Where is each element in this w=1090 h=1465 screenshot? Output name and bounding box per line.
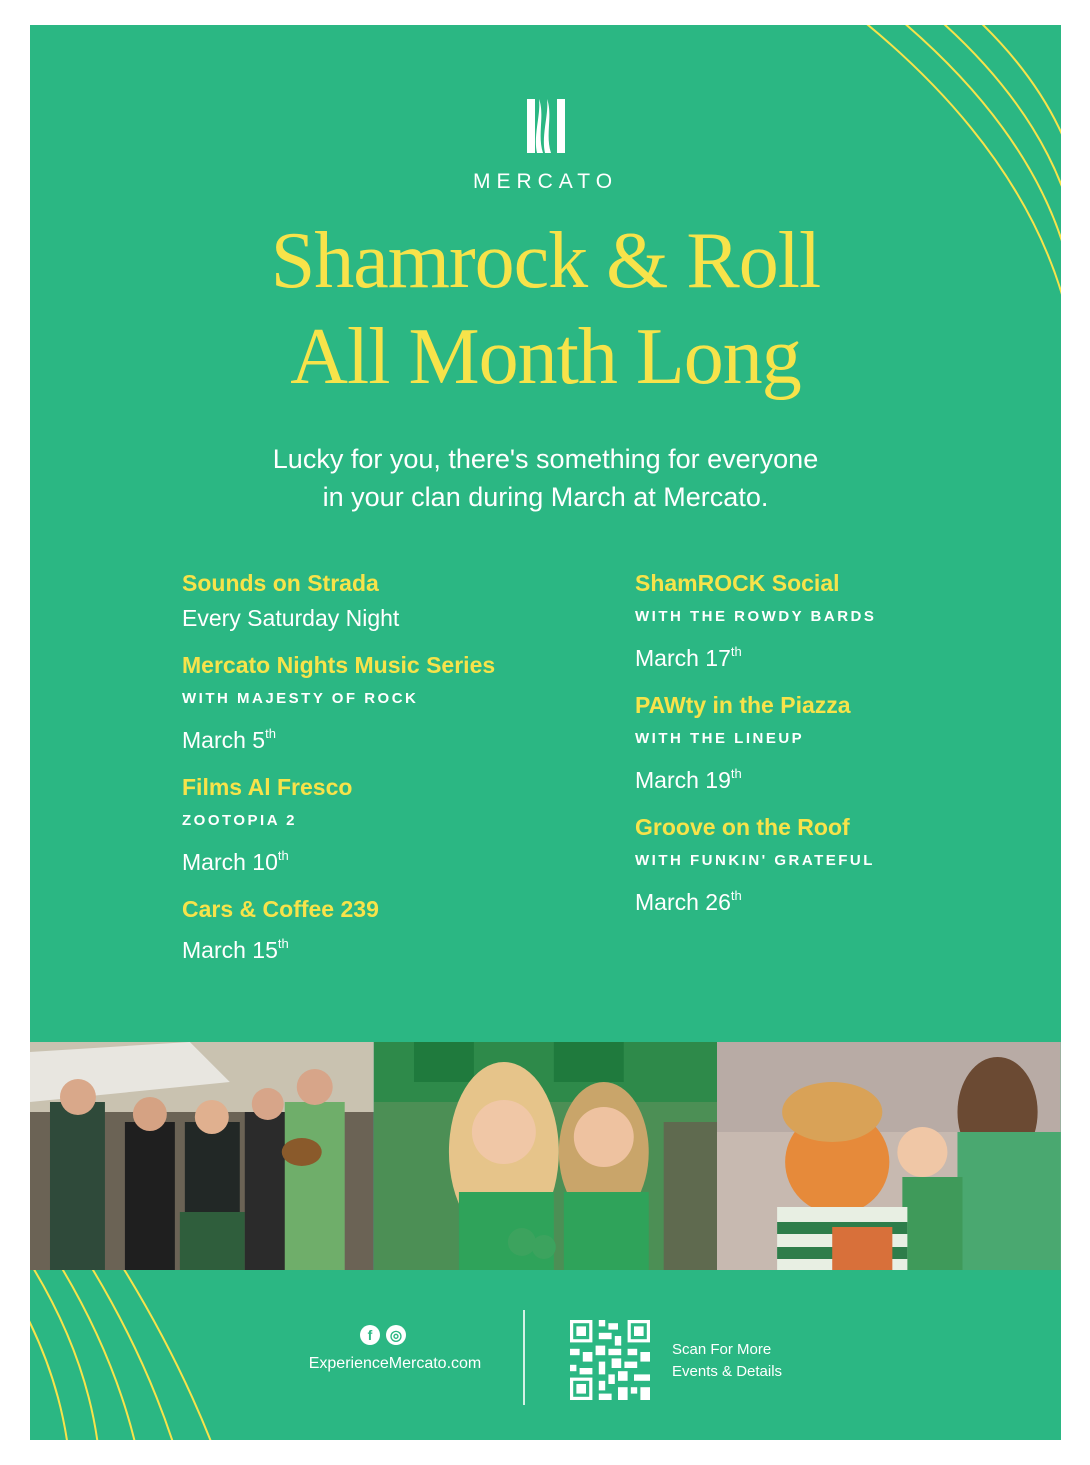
headline <box>30 213 1061 405</box>
facebook-icon[interactable]: f <box>360 1325 380 1345</box>
event-date: March 17th <box>635 644 742 671</box>
logo-text: MERCATO <box>472 170 619 193</box>
footer-divider <box>523 1310 525 1405</box>
face-paint-photo-icon <box>717 1042 1061 1270</box>
event-subtitle: WITH FUNKIN' GRATEFUL <box>635 852 875 869</box>
mercato-logo-icon <box>525 95 567 157</box>
event-subtitle: ZOOTOPIA 2 <box>182 812 298 829</box>
event-item <box>182 566 495 636</box>
logo <box>30 95 1061 194</box>
event-date: March 10th <box>182 848 289 875</box>
event-title: Sounds on Strada <box>182 570 379 596</box>
event-title: Mercato Nights Music Series <box>182 652 496 678</box>
intro-line-2: in your clan during March at Mercato. <box>322 482 769 512</box>
photo-strip <box>30 1042 1061 1270</box>
events-column-right <box>635 566 876 932</box>
scan-line-2: Events & Details <box>672 1363 783 1380</box>
intro-line-1: Lucky for you, there's something for everyone <box>272 444 819 474</box>
event-item <box>182 648 495 758</box>
event-title: Groove on the Roof <box>635 814 850 840</box>
instagram-icon[interactable]: ◎ <box>386 1325 406 1345</box>
intro-text <box>30 440 1061 516</box>
event-title: ShamROCK Social <box>635 570 840 596</box>
events-column-left <box>182 566 495 980</box>
event-item <box>635 566 876 676</box>
event-item <box>182 892 495 968</box>
headline-line-1: Shamrock & Roll <box>270 217 821 305</box>
event-item <box>635 688 876 798</box>
event-date: Every Saturday Night <box>182 605 400 631</box>
event-item <box>182 770 495 880</box>
band-photo-icon <box>30 1042 374 1270</box>
event-subtitle: WITH MAJESTY OF ROCK <box>182 690 419 707</box>
event-date: March 5th <box>182 726 276 753</box>
poster <box>30 25 1061 1440</box>
event-item <box>635 810 876 920</box>
women-photo-icon <box>374 1042 718 1270</box>
event-subtitle: WITH THE ROWDY BARDS <box>635 608 877 625</box>
qr-code-icon[interactable] <box>570 1320 650 1400</box>
event-subtitle: WITH THE LINEUP <box>635 730 805 747</box>
scan-line-1: Scan For More <box>672 1341 772 1358</box>
social-icons <box>360 1325 406 1345</box>
event-date: March 15th <box>182 936 289 963</box>
event-date: March 19th <box>635 766 742 793</box>
website-link[interactable]: ExperienceMercato.com <box>308 1355 482 1372</box>
scan-text <box>672 1339 782 1383</box>
event-date: March 26th <box>635 888 742 915</box>
event-title: Films Al Fresco <box>182 774 353 800</box>
event-title: PAWty in the Piazza <box>635 692 851 718</box>
event-title: Cars & Coffee 239 <box>182 896 379 922</box>
headline-line-2: All Month Long <box>290 313 801 401</box>
